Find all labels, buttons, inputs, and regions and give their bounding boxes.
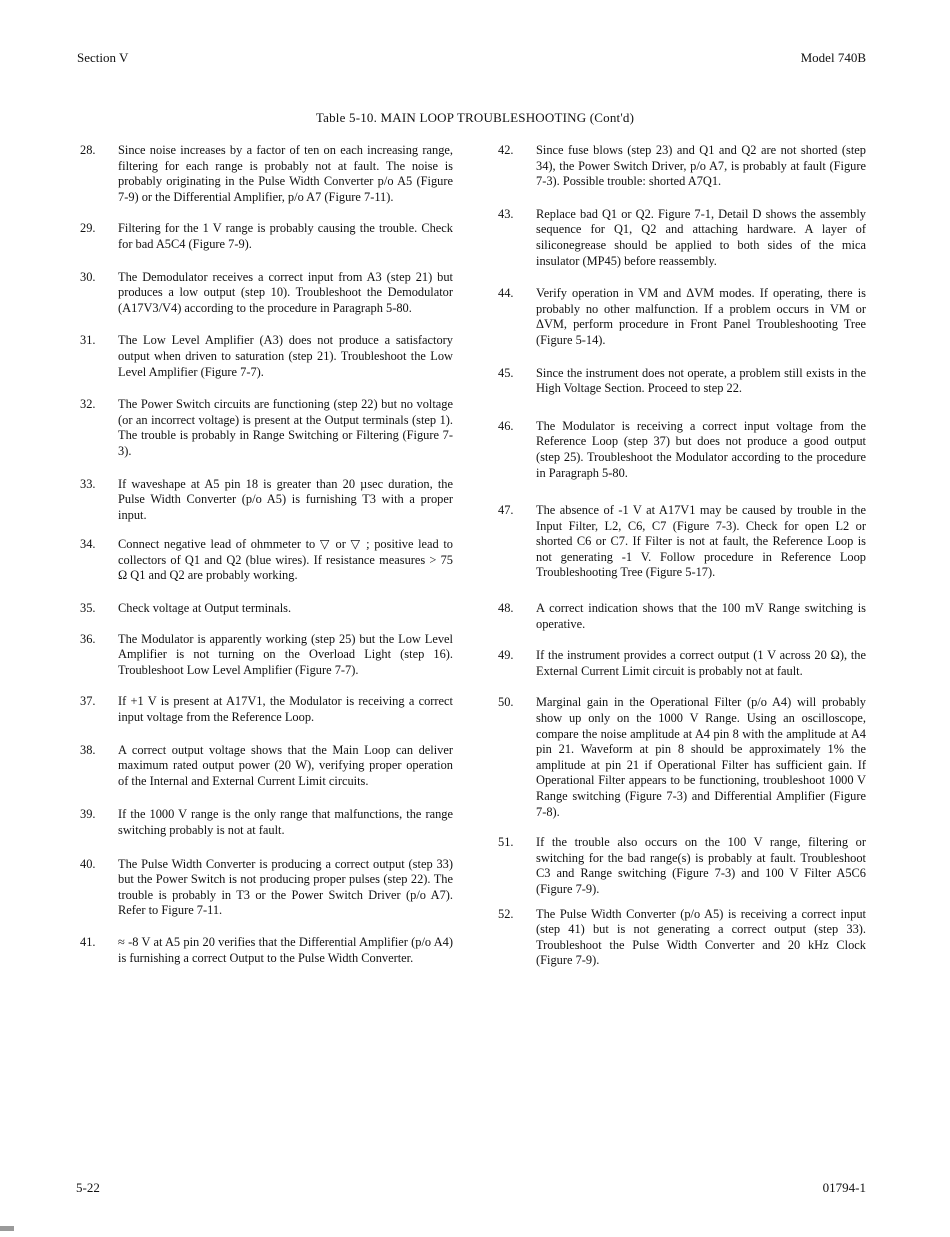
step-number: 45. bbox=[498, 365, 514, 380]
step-number: 46. bbox=[498, 418, 514, 433]
step-text: If the instrument provides a correct output (1 V across 20 Ω), the External Current Limit circuit is probably not at fault. bbox=[536, 648, 866, 678]
step-item bbox=[498, 207, 866, 269]
step-number: 32. bbox=[80, 397, 96, 412]
page-number: 5-22 bbox=[76, 1180, 100, 1195]
step-item bbox=[498, 143, 866, 190]
step-number: 51. bbox=[498, 835, 514, 850]
table-title: Table 5-10. MAIN LOOP TROUBLESHOOTING (Cont'd) bbox=[315, 110, 635, 125]
step-text: The Low Level Amplifier (A3) does not produce a satisfactory output when driven to saturation (step 21). Troubleshoot the Low Level Amplifier (Figure 7-7). bbox=[118, 333, 453, 379]
doc-number: 01794-1 bbox=[822, 1180, 866, 1195]
step-text: Filtering for the 1 V range is probably causing the trouble. Check for bad A5C4 (Figure 7-9). bbox=[118, 221, 453, 251]
step-number: 49. bbox=[498, 648, 514, 663]
scan-artifact bbox=[0, 1226, 14, 1231]
step-item bbox=[80, 694, 453, 725]
step-text: If the 1000 V range is the only range that malfunctions, the range switching probably is not at fault. bbox=[118, 807, 453, 837]
step-text: Since the instrument does not operate, a problem still exists in the High Voltage Section. Proceed to step 22. bbox=[536, 365, 866, 396]
step-item bbox=[498, 601, 866, 632]
step-text: The absence of -1 V at A17V1 may be caused by trouble in the Input Filter, L2, C6, C7 (Figure 7-3). Check for open L2 or shorted C6 or C7. If Filter is not at fault, the Reference Loop is not generating -1 V. Follow procedure in Reference Loop Troubleshooting Tree (Figure 5-17). bbox=[536, 503, 866, 580]
step-number: 47. bbox=[498, 503, 514, 518]
step-text: Check voltage at Output terminals. bbox=[118, 601, 292, 616]
step-text: If +1 V is present at A17V1, the Modulator is receiving a correct input voltage from the Reference Loop. bbox=[118, 694, 453, 725]
step-number: 38. bbox=[80, 742, 96, 757]
section-label: Section V bbox=[77, 50, 129, 65]
step-text: The Pulse Width Converter (p/o A5) is receiving a correct input (step 41) but is not generating a correct output (step 33). Troubleshoot the Pulse Width Converter and 20 kHz Clock (Figure 7-9). bbox=[536, 906, 866, 968]
step-number: 28. bbox=[80, 143, 96, 157]
step-item bbox=[80, 743, 453, 790]
step-item bbox=[80, 807, 453, 838]
step-item bbox=[498, 835, 866, 897]
step-number: 43. bbox=[498, 206, 514, 221]
step-item bbox=[498, 907, 866, 969]
step-number: 30. bbox=[80, 269, 96, 284]
step-number: 31. bbox=[80, 333, 96, 348]
step-number: 29. bbox=[80, 221, 96, 236]
step-item bbox=[80, 632, 453, 679]
step-item bbox=[498, 503, 866, 581]
step-item bbox=[80, 935, 453, 966]
step-item bbox=[80, 477, 453, 524]
step-item bbox=[80, 857, 453, 919]
step-text: The Pulse Width Converter is producing a correct output (step 33) but the Power Switch is not producing proper pulses (step 22). The trouble is probably in T3 or the Power Switch Driver (p/o A7). Refer to Figure 7-11. bbox=[118, 856, 453, 918]
step-number: 37. bbox=[80, 694, 96, 709]
left-column bbox=[80, 143, 453, 966]
step-text: Replace bad Q1 or Q2. Figure 7-1, Detail D shows the assembly sequence for Q1, Q2 and attaching hardware. A layer of siliconegrease should be applied to both sides of the mica insulator (MP45) before reassembly. bbox=[536, 206, 866, 268]
step-number: 36. bbox=[80, 631, 96, 646]
step-number: 39. bbox=[80, 807, 96, 822]
step-text: The Power Switch circuits are functioning (step 22) but no voltage (or an incorrect voltage) is present at the Output terminals (step 1). The trouble is probably in Range Switching or Filtering (Figure 7-3). bbox=[118, 397, 453, 458]
model-label: Model 740B bbox=[800, 50, 866, 65]
step-text: Connect negative lead of ohmmeter to ▽ or ▽ ; positive lead to collectors of Q1 and Q2 (blue wires). If resistance measures > 75 Ω Q1 and Q2 are probably working. bbox=[118, 537, 453, 583]
step-text: If waveshape at A5 pin 18 is greater than 20 µsec duration, the Pulse Width Converter (p/o A5) is furnishing T3 with a proper input. bbox=[118, 476, 453, 522]
step-text: If the trouble also occurs on the 100 V range, filtering or switching for the bad range(s) is probably at fault. Troubleshoot C3 and Range switching (Figure 7-3) and 100 V Filter A5C6 (Figure 7-9). bbox=[536, 835, 866, 896]
step-item bbox=[80, 270, 453, 317]
step-text: Since fuse blows (step 23) and Q1 and Q2 are not shorted (step 34), the Power Switch Driver, p/o A7, is probably at fault (Figure 7-3). Possible trouble: shorted A7Q1. bbox=[536, 143, 866, 189]
step-item bbox=[498, 286, 866, 348]
step-item bbox=[498, 648, 866, 679]
step-number: 50. bbox=[498, 695, 514, 710]
step-number: 44. bbox=[498, 286, 514, 301]
step-item bbox=[80, 397, 453, 459]
step-number: 35. bbox=[80, 601, 96, 616]
step-text: Marginal gain in the Operational Filter (p/o A4) will probably show up only on the 1000 V Range. Using an oscilloscope, compare the noise amplitude at A4 pin 8 with the amplitude at A4 pin 21. Waveform at pin 8 should be approximately 1% the amplitude at pin 21 if Operational Filter has sufficient gain. If Operational Filter appears to be functioning, troubleshoot 1000 V Range switching (Figure 7-3) and Differential Amplifier (Figure 7-8). bbox=[536, 695, 866, 819]
step-number: 40. bbox=[80, 856, 96, 871]
step-number: 52. bbox=[498, 906, 514, 921]
step-item bbox=[498, 695, 866, 820]
step-text: Since noise increases by a factor of ten on each increasing range, filtering for each range is probably not at fault. The noise is probably originating in the Pulse Width Converter p/o A5 (Figure 7-9) or the Differential Amplifier, p/o A7 (Figure 7-11). bbox=[118, 143, 453, 204]
step-item bbox=[80, 333, 453, 380]
step-text: ≈ -8 V at A5 pin 20 verifies that the Differential Amplifier (p/o A4) is furnishing a correct Output to the Pulse Width Converter. bbox=[118, 934, 453, 965]
step-item bbox=[80, 537, 453, 584]
step-item bbox=[498, 366, 866, 397]
step-item bbox=[80, 143, 453, 205]
step-number: 42. bbox=[498, 143, 514, 157]
step-text: The Demodulator receives a correct input from A3 (step 21) but produces a low output (step 10). Troubleshoot the Demodulator (A17V3/V4) according to the procedure in Paragraph 5-80. bbox=[118, 269, 453, 315]
right-column bbox=[498, 143, 866, 969]
step-number: 48. bbox=[498, 601, 514, 616]
step-item bbox=[498, 419, 866, 481]
step-text: The Modulator is receiving a correct input voltage from the Reference Loop (step 37) but does not produce a good output (step 25). Troubleshoot the Modulator according to the procedure in Paragraph 5-80. bbox=[536, 418, 866, 480]
step-text: A correct output voltage shows that the Main Loop can deliver maximum rated output power (20 W), verifying proper operation of the Internal and External Current Limit circuits. bbox=[118, 742, 453, 788]
step-text: The Modulator is apparently working (step 25) but the Low Level Amplifier is not turning on the Overload Light (step 16). Troubleshoot Low Level Amplifier (Figure 7-7). bbox=[118, 631, 453, 677]
step-item bbox=[80, 221, 453, 252]
step-text: Verify operation in VM and ΔVM modes. If operating, there is probably no other malfunction. If a problem occurs in VM or ΔVM, perform procedure in Front Panel Troubleshooting Tree (Figure 5-14). bbox=[536, 286, 866, 347]
step-number: 41. bbox=[80, 934, 96, 949]
step-number: 34. bbox=[80, 537, 96, 552]
step-number: 33. bbox=[80, 476, 96, 491]
step-text: A correct indication shows that the 100 mV Range switching is operative. bbox=[536, 601, 866, 631]
step-item bbox=[80, 601, 453, 617]
